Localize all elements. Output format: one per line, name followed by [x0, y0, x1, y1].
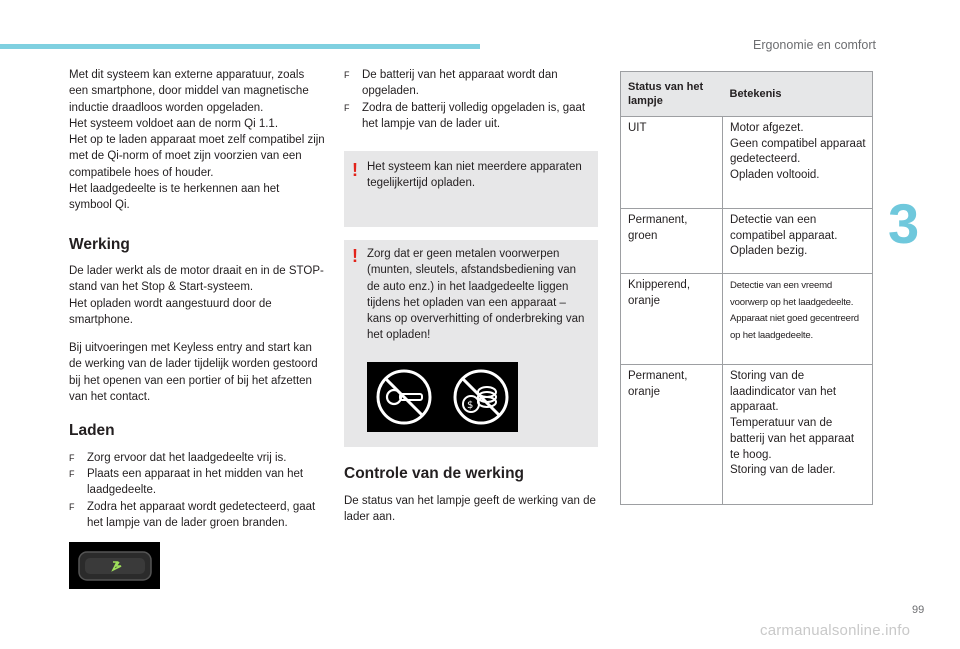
header-accent-bar: [0, 44, 480, 49]
section-title: Ergonomie en comfort: [753, 38, 876, 52]
controle-heading: Controle van de werking: [344, 465, 525, 482]
svg-text:$: $: [467, 400, 474, 411]
bullet-marker: F: [344, 102, 350, 113]
table-header: Betekenis: [723, 72, 873, 117]
intro-paragraph: Het systeem voldoet aan de norm Qi 1.1.: [69, 117, 279, 130]
table-row: [621, 209, 873, 274]
list-item: F Zodra de batterij volledig opgeladen is, gaat het lampje van de lader uit.: [344, 101, 586, 130]
column-left: [69, 67, 325, 531]
meaning-cell: Storing van de laadindicator van het apparaat. Temperatuur van de batterij van het apparaat te hoog. Storing van de lader.: [723, 365, 873, 505]
charger-image: [69, 542, 160, 589]
status-cell: Permanent, groen: [621, 209, 723, 274]
table-header-row: [621, 72, 873, 117]
status-cell: Knipperend, oranje: [621, 274, 723, 365]
intro-paragraph: Het op te laden apparaat moet zelf compatibel zijn met de Qi-norm of moet zijn voorzien van een compatibele hoes of houder.: [69, 134, 325, 179]
table-row: [621, 274, 873, 365]
werking-heading: Werking: [69, 235, 130, 253]
status-cell: UIT: [621, 117, 723, 209]
list-item: F Zorg ervoor dat het laadgedeelte vrij is.: [69, 450, 325, 466]
watermark: carmanualsonline.info: [760, 622, 911, 639]
prohibition-image: [367, 362, 518, 432]
werking-paragraph: De lader werkt als de motor draait en in de STOP-stand van het Stop & Start-systeem.: [69, 264, 324, 294]
controle-section: [344, 465, 598, 526]
intro-paragraph: Het laadgedeelte is te herkennen aan het symbool Qi.: [69, 183, 280, 212]
table-header: Status van het lampje: [621, 72, 723, 117]
bullet-marker: F: [69, 452, 75, 463]
warning-text: Het systeem kan niet meerdere apparaten tegelijkertijd opladen.: [367, 161, 582, 190]
status-cell: Permanent, oranje: [621, 365, 723, 505]
page-number: 99: [912, 604, 925, 616]
list-item: F De batterij van het apparaat wordt dan opgeladen.: [344, 69, 558, 98]
warning-icon: !: [352, 160, 358, 180]
warning-box: [344, 240, 598, 447]
bullet-marker: F: [69, 468, 75, 479]
warning-text: Zorg dat er geen metalen voorwerpen (munten, sleutels, afstandsbediening van de auto enz.) in het laadgedeelte liggen tijdens het opladen van een apparaat – kans op oververhitting of onderbreking van het opladen!: [367, 248, 585, 342]
charger-pad-icon: [69, 542, 160, 589]
list-item: F Plaats een apparaat in het midden van het laadgedeelte.: [69, 467, 304, 497]
column-middle: [344, 67, 598, 132]
no-coins-icon: [455, 371, 507, 423]
warning-box: [344, 151, 598, 227]
table-row: [621, 365, 873, 505]
meaning-cell: Motor afgezet. Geen compatibel apparaat gedetecteerd. Opladen voltooid.: [723, 117, 873, 209]
table-row: [621, 117, 873, 209]
meaning-cell: Detectie van een vreemd voorwerp op het laadgedeelte. Apparaat niet goed gecentreerd op het laadgedeelte.: [723, 274, 873, 365]
chapter-number: 3: [888, 192, 920, 255]
bullet-marker: F: [344, 70, 350, 80]
intro-paragraph: Met dit systeem kan externe apparatuur, zoals een smartphone, door middel van magnetische inductie draadloos worden opgeladen.: [69, 69, 309, 114]
werking-paragraph: Het opladen wordt aangestuurd door de smartphone.: [69, 297, 272, 326]
werking-paragraph: Bij uitvoeringen met Keyless entry and start kan de werking van de lader tijdelijk worden gestoord bij het openen van een portier of bij het afzetten van het contact.: [69, 342, 318, 404]
status-table: [620, 71, 873, 505]
meaning-cell: Detectie van een compatibel apparaat. Opladen bezig.: [723, 209, 873, 274]
controle-text: De status van het lampje geeft de werking van de lader aan.: [344, 495, 596, 524]
warning-icon: !: [352, 246, 358, 266]
list-item: F Zodra het apparaat wordt gedetecteerd, gaat het lampje van de lader groen branden.: [69, 500, 316, 529]
laden-heading: Laden: [69, 422, 115, 440]
no-keys-icon: [378, 371, 430, 423]
bullet-marker: F: [69, 501, 75, 512]
